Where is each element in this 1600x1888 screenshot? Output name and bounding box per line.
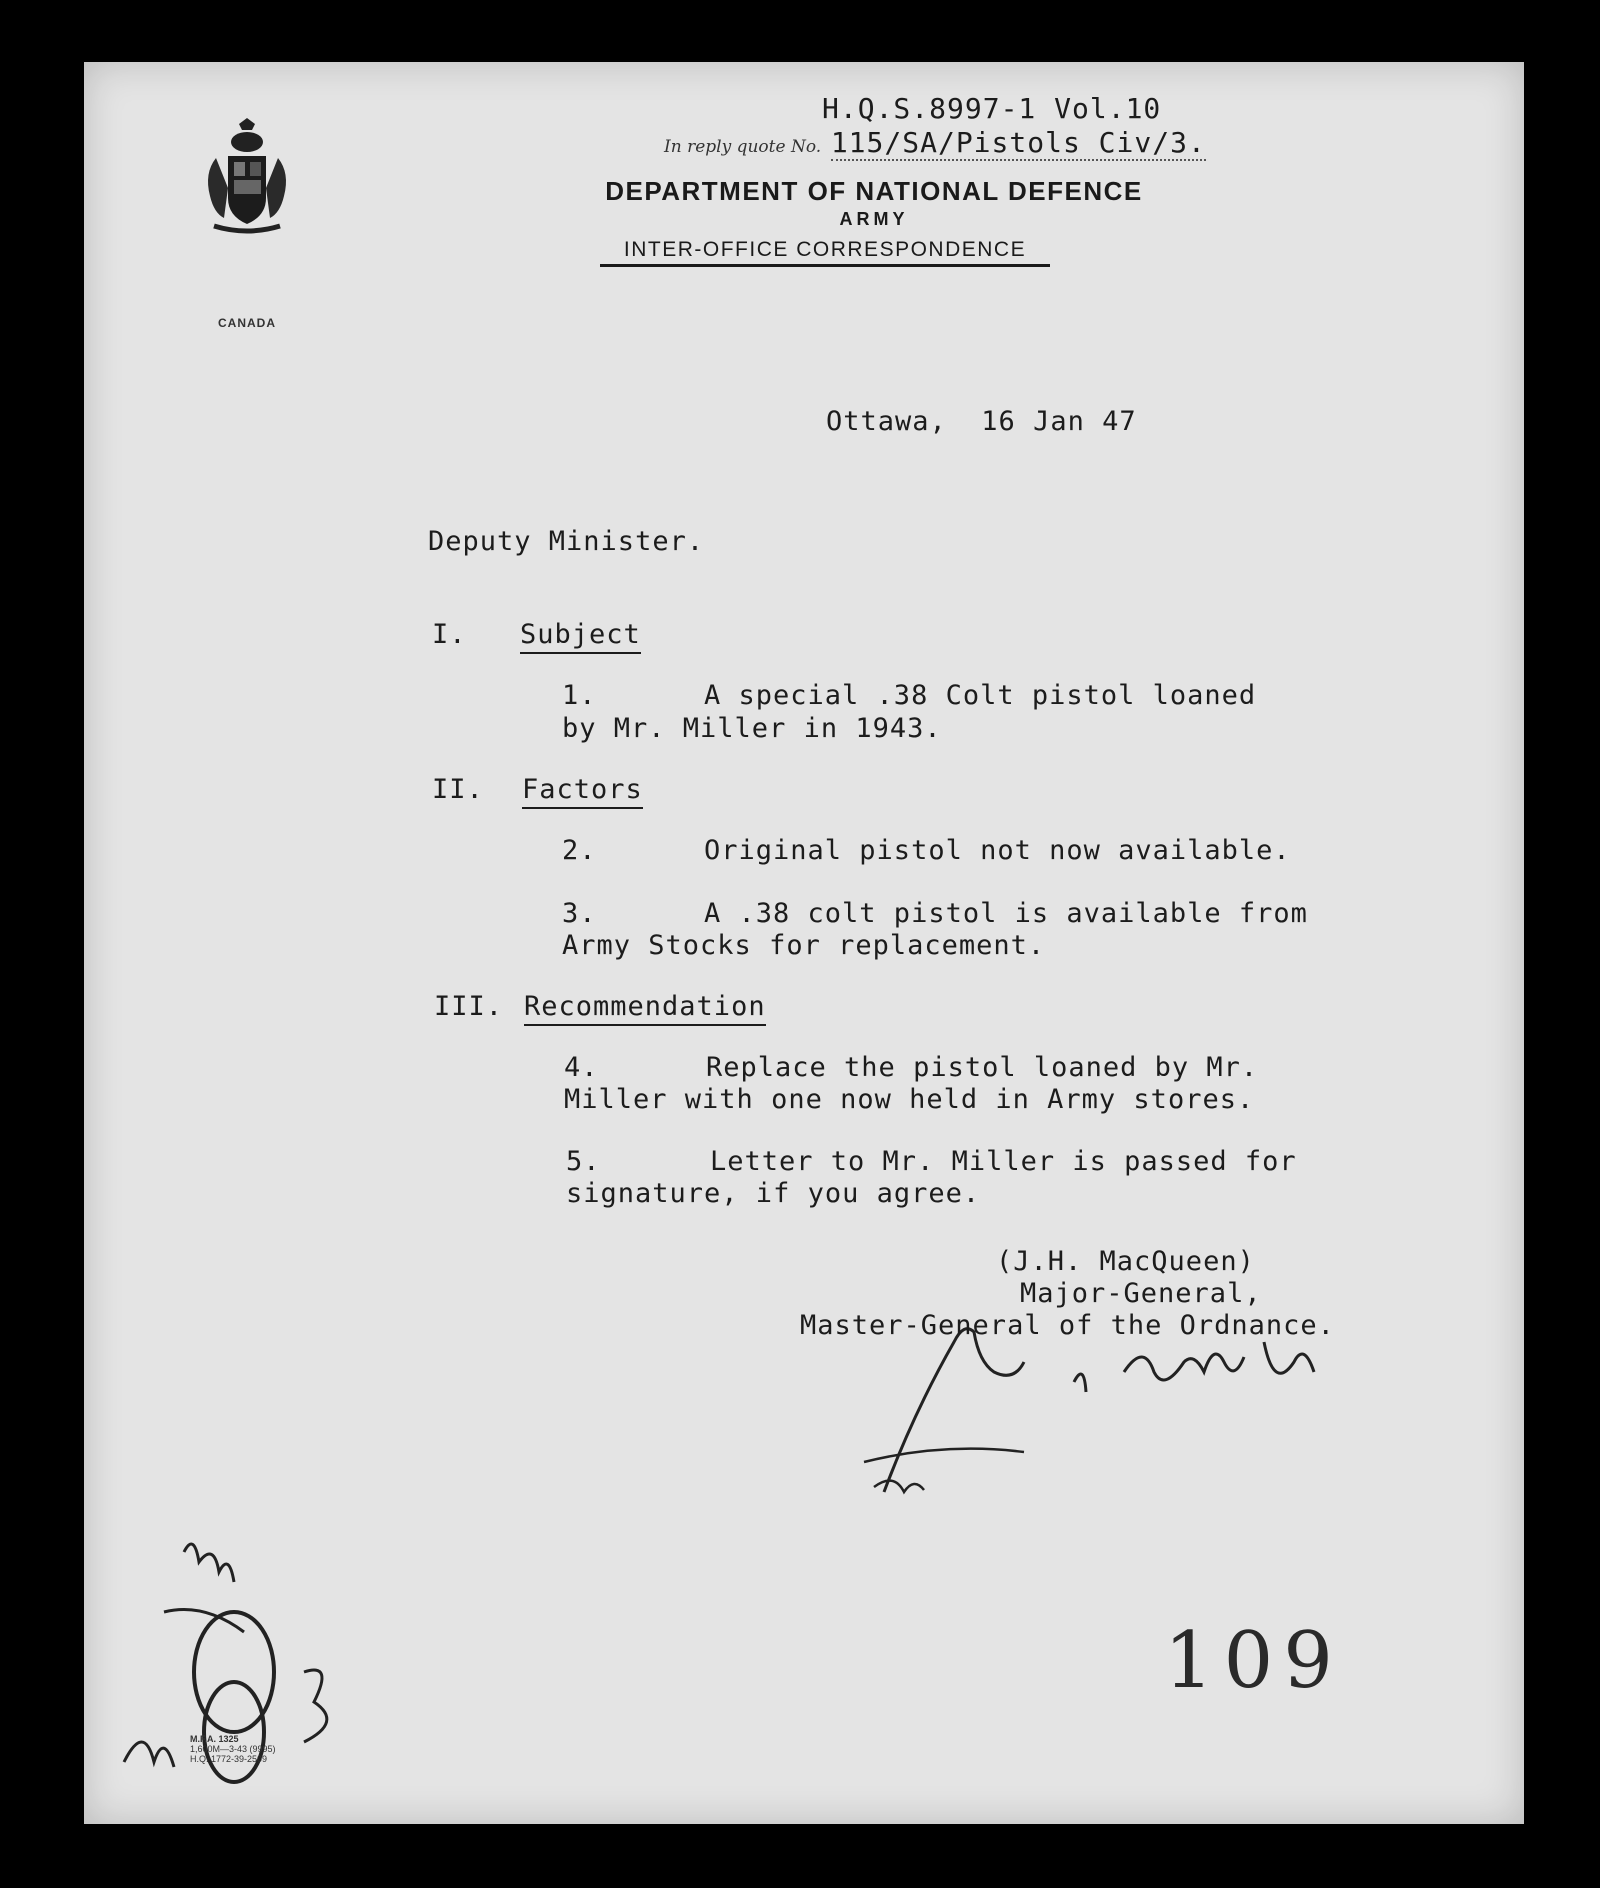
section-numeral: II. [432, 774, 484, 805]
reply-quote-value: 115/SA/Pistols Civ/3. [830, 126, 1206, 159]
section-heading: Subject [520, 619, 641, 654]
paragraph-line: A .38 colt pistol is available from [704, 898, 1308, 929]
addressee: Deputy Minister. [428, 526, 705, 557]
document-page [84, 62, 1524, 1824]
reply-quote-line [664, 126, 1206, 159]
form-file-code: H.Q. 1772-39-2509 [190, 1754, 268, 1764]
correspondence-type: INTER-OFFICE CORRESPONDENCE [600, 238, 1050, 267]
paragraph-number: 1. [562, 680, 597, 711]
paragraph-number: 5. [566, 1146, 601, 1177]
signatory-title: Master-General of the Ordnance. [800, 1310, 1335, 1341]
paragraph-line: A special .38 Colt pistol loaned [704, 680, 1257, 711]
form-info [190, 1734, 276, 1764]
paragraph-line: Miller with one now held in Army stores. [564, 1084, 1255, 1115]
paragraph-line: Letter to Mr. Miller is passed for [710, 1146, 1297, 1177]
reply-quote-label: In reply quote No. [664, 137, 822, 157]
section-numeral: I. [432, 619, 467, 650]
paragraph-number: 3. [562, 898, 597, 929]
file-reference: H.Q.S.8997-1 Vol.10 [822, 92, 1162, 125]
handwritten-initials [104, 1522, 364, 1822]
signatory-name: (J.H. MacQueen) [996, 1246, 1255, 1277]
department-name: DEPARTMENT OF NATIONAL DEFENCE [605, 176, 1143, 206]
paragraph-line: Army Stocks for replacement. [562, 930, 1046, 961]
paragraph-line: Replace the pistol loaned by Mr. [706, 1052, 1259, 1083]
section-numeral: III. [434, 991, 504, 1022]
section-heading: Factors [522, 774, 643, 809]
place-date: Ottawa, 16 Jan 47 [826, 406, 1137, 437]
paragraph-number: 4. [564, 1052, 599, 1083]
form-number: M.F.A. 1325 [190, 1734, 239, 1744]
paragraph-line: Original pistol not now available. [704, 835, 1291, 866]
canada-crest [194, 118, 300, 330]
form-print-run: 1,600M—3-43 (9995) [190, 1744, 276, 1754]
paragraph-number: 2. [562, 835, 597, 866]
crest-label: CANADA [218, 316, 276, 330]
paragraph-line: by Mr. Miller in 1943. [562, 713, 942, 744]
section-heading: Recommendation [524, 991, 766, 1026]
branch-name: ARMY [839, 209, 909, 229]
coat-of-arms-icon [194, 118, 300, 238]
page-number-handwritten: 109 [1164, 1616, 1343, 1706]
signatory-rank: Major-General, [1020, 1278, 1262, 1309]
paragraph-line: signature, if you agree. [566, 1178, 981, 1209]
